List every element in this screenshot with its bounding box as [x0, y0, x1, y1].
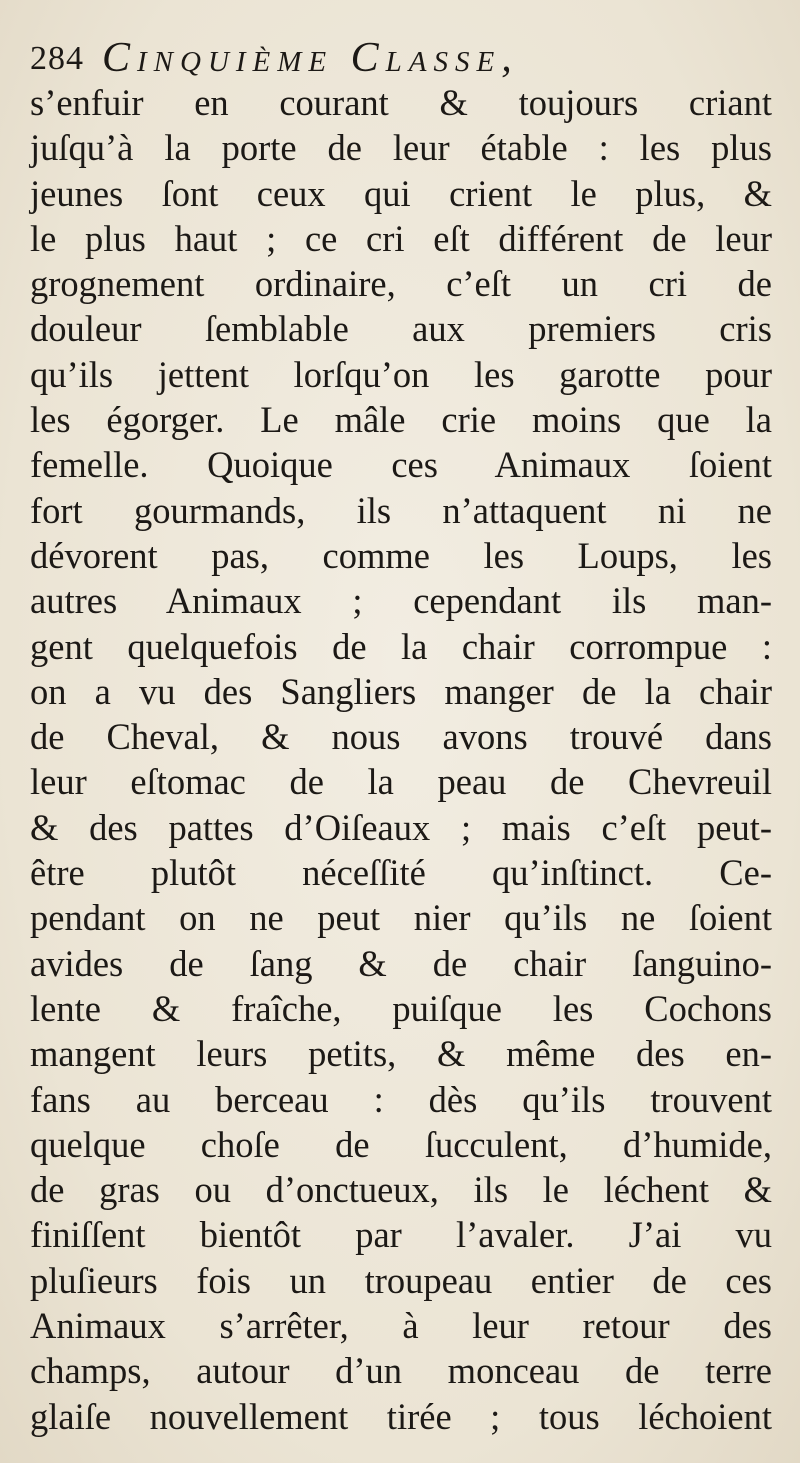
text-line: qu’ils jettent lorſqu’on les garotte pour — [30, 353, 772, 395]
page-number: 284 — [30, 40, 84, 77]
text-line: Animaux s’arrêter, à leur retour des — [30, 1305, 772, 1347]
text-line: finiſſent bientôt par l’avaler. J’ai vu — [30, 1214, 772, 1256]
text-line: dévorent pas, comme les Loups, les — [30, 534, 772, 576]
text-line: on a vu des Sangliers manger de la chair — [30, 670, 772, 712]
text-line: jeunes ſont ceux qui crient le plus, & — [30, 172, 772, 214]
text-line: le plus haut ; ce cri eſt différent de leur — [30, 217, 772, 259]
text-line: femelle. Quoique ces Animaux ſoient — [30, 444, 772, 486]
running-title: Cinquième Classe, — [102, 35, 519, 81]
text-line: fort gourmands, ils n’attaquent ni ne — [30, 489, 772, 531]
text-line: autres Animaux ; cependant ils man- — [30, 580, 772, 622]
text-line: champs, autour d’un monceau de terre — [30, 1350, 772, 1392]
text-line: s’enfuir en courant & toujours criant — [30, 82, 772, 123]
text-line: quelque choſe de ſucculent, d’humide, — [30, 1123, 772, 1165]
text-line: de gras ou d’onctueux, ils le léchent & — [30, 1169, 772, 1211]
text-line: douleur ſemblable aux premiers cris — [30, 308, 772, 350]
text-line: pendant on ne peut nier qu’ils ne ſoient — [30, 897, 772, 939]
text-line: avides de ſang & de chair ſanguino- — [30, 942, 772, 984]
text-line: & des pattes d’Oiſeaux ; mais c’eſt peut- — [30, 806, 772, 848]
text-line: lente & fraîche, puiſque les Cochons — [30, 987, 772, 1029]
body-text — [30, 80, 772, 1439]
text-line: les égorger. Le mâle crie moins que la — [30, 399, 772, 441]
text-line: fans au berceau : dès qu’ils trouvent — [30, 1078, 772, 1120]
text-line: glaiſe nouvellement tirée ; tous léchoient — [30, 1395, 772, 1437]
text-line: mangent leurs petits, & même des en- — [30, 1033, 772, 1075]
text-line: grognement ordinaire, c’eſt un cri de — [30, 263, 772, 305]
text-line: leur eſtomac de la peau de Chevreuil — [30, 761, 772, 803]
text-line: gent quelquefois de la chair corrompue : — [30, 625, 772, 667]
text-line: juſqu’à la porte de leur étable : les plus — [30, 127, 772, 169]
text-line: de Cheval, & nous avons trouvé dans — [30, 716, 772, 758]
text-line: être plutôt néceſſité qu’inſtinct. Ce- — [30, 852, 772, 894]
text-line: pluſieurs fois un troupeau entier de ces — [30, 1259, 772, 1301]
